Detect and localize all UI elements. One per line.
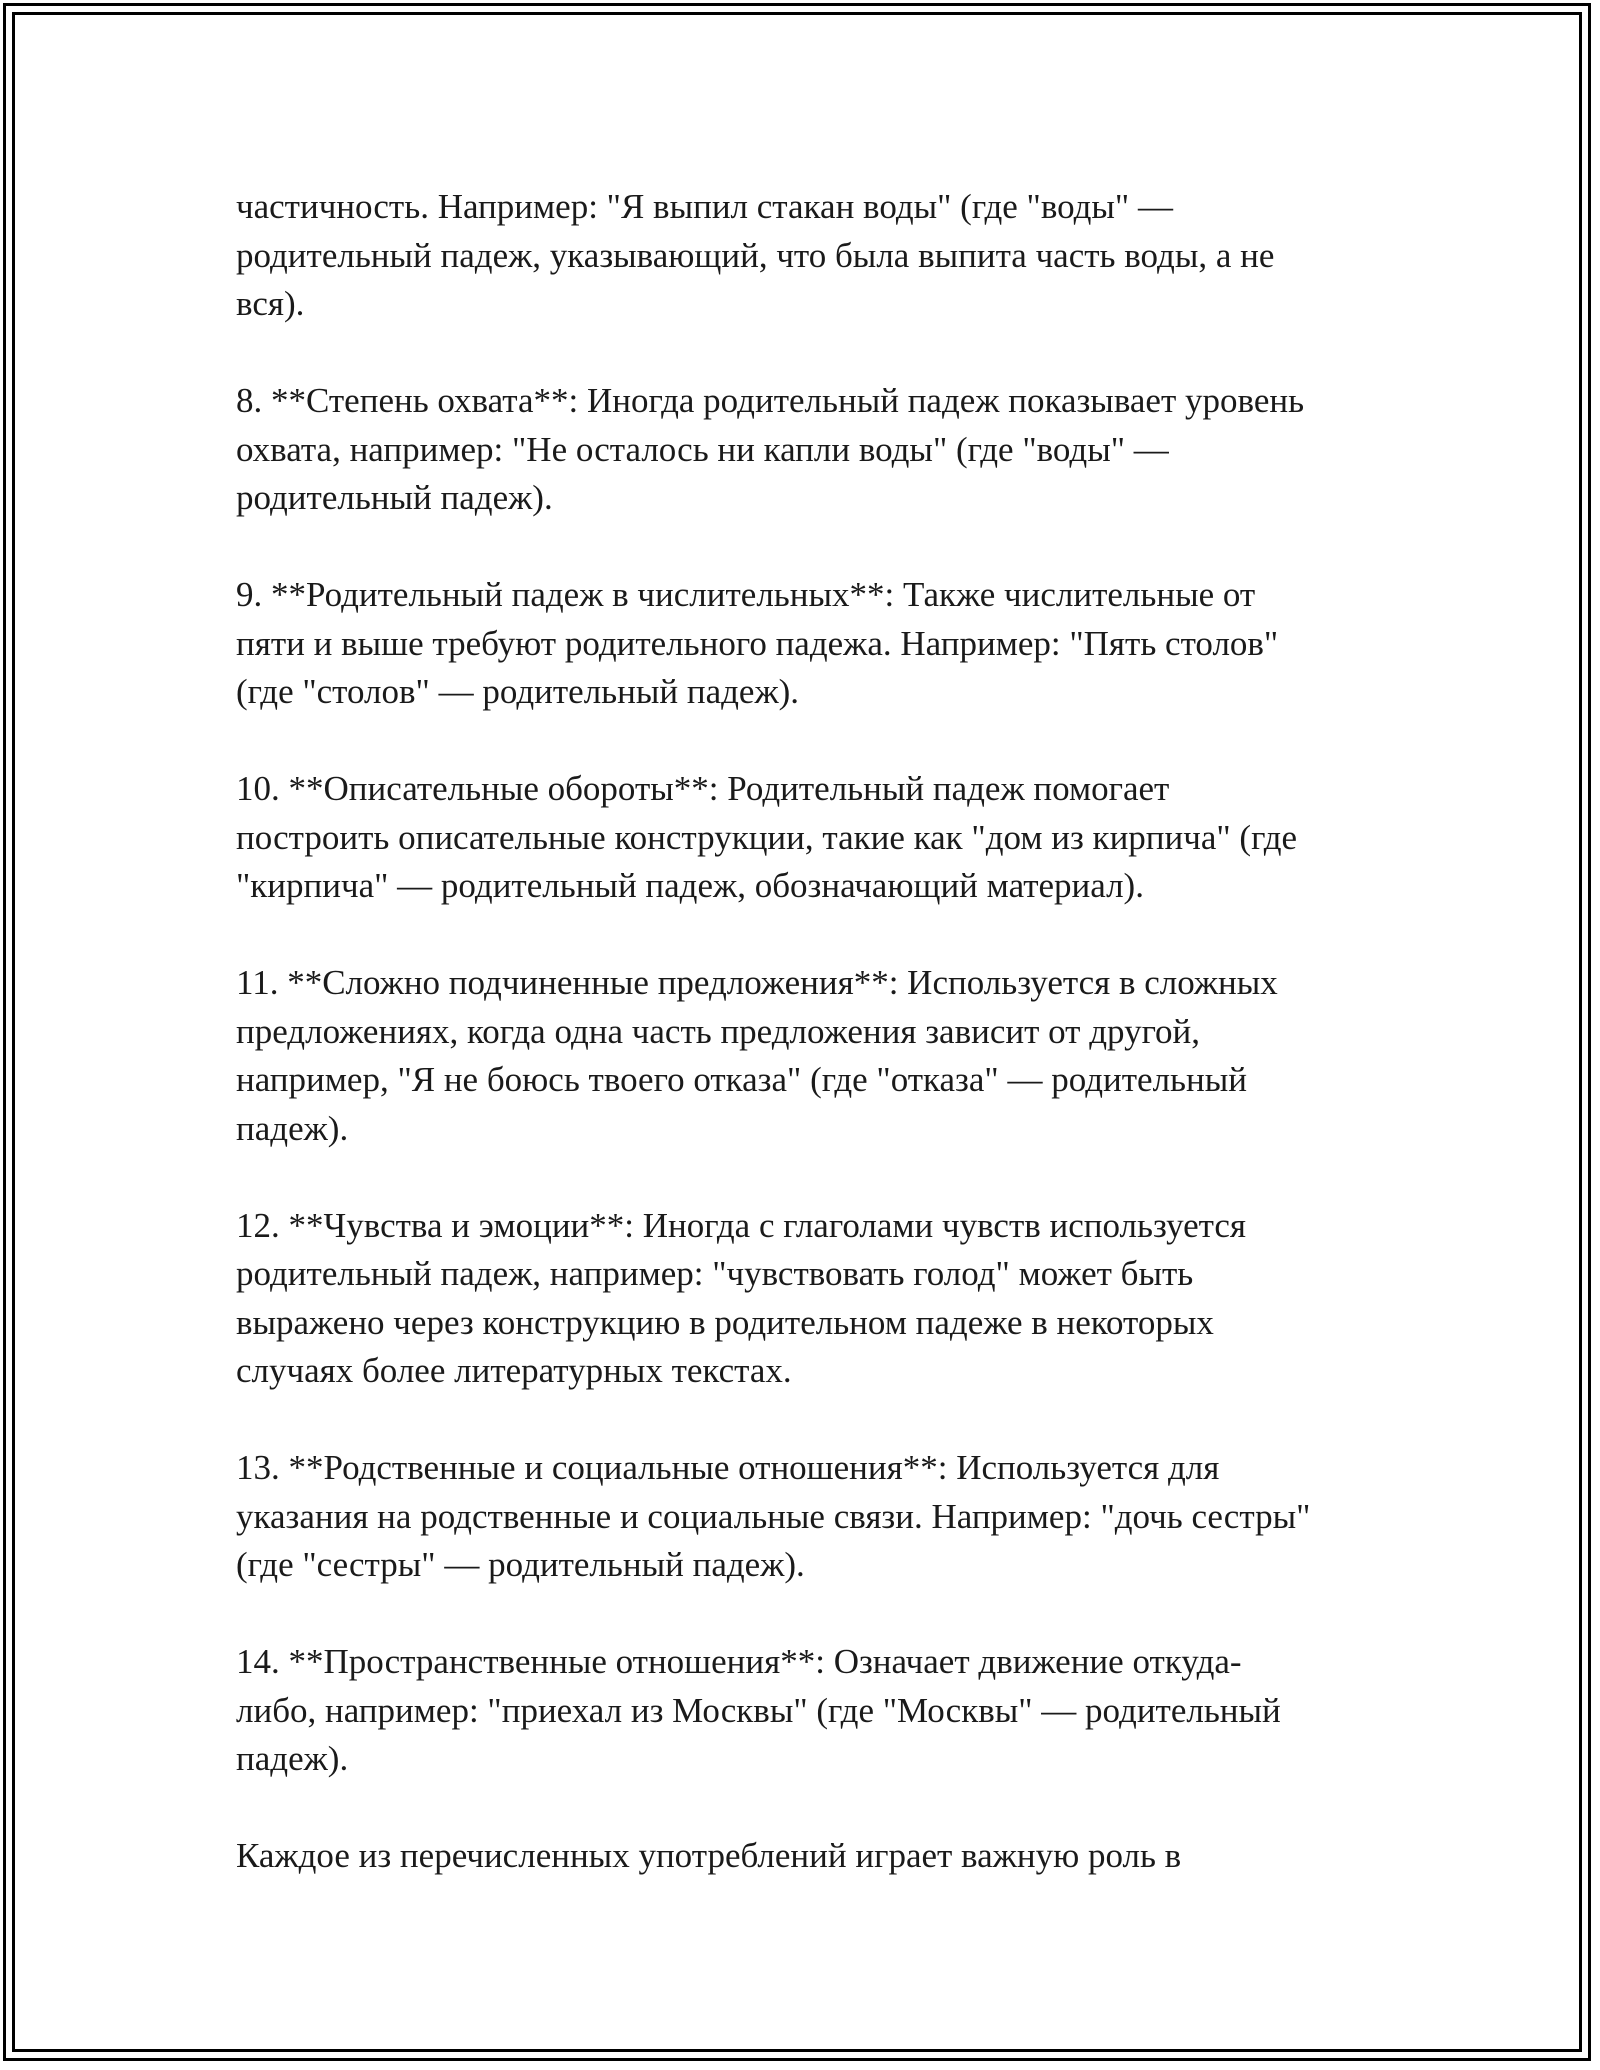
text-line: 10. **Описательные обороты**: Родительный падеж помогает [236, 769, 1170, 808]
list-item-14 [236, 1638, 1386, 1784]
list-item-8 [236, 377, 1386, 523]
text-line: (где "столов" — родительный падеж). [236, 672, 800, 711]
text-line: 13. **Родственные и социальные отношения**: Используется для [236, 1448, 1220, 1487]
text-line: родительный падеж, указывающий, что была выпита часть воды, а не [236, 235, 1275, 275]
text-line: например, "Я не боюсь твоего отказа" (где "отказа" — родительный [236, 1060, 1247, 1099]
text-line: Каждое из перечисленных употреблений играет важную роль в [236, 1836, 1182, 1875]
text-line: пяти и выше требуют родительного падежа. Например: "Пять столов" [236, 623, 1279, 663]
text-line: выражено через конструкцию в родительном падеже в некоторых [236, 1302, 1214, 1342]
text-line: падеж). [236, 1108, 349, 1148]
text-line: либо, например: "приехал из Москвы" (где "Москвы" — родительный [236, 1690, 1281, 1730]
text-line: случаях более литературных текстах. [236, 1351, 792, 1390]
text-line: 14. **Пространственные отношения**: Означает движение откуда- [236, 1642, 1242, 1681]
paragraph-continuation [236, 183, 1386, 329]
list-item-13 [236, 1444, 1386, 1590]
text-line: указания на родственные и социальные связи. Например: "дочь сестры" [236, 1496, 1311, 1536]
text-line: 9. **Родительный падеж в числительных**: Также числительные от [236, 575, 1256, 614]
text-line: 11. **Сложно подчиненные предложения**: Используется в сложных [236, 963, 1278, 1002]
list-item-9 [236, 571, 1386, 717]
text-line: частичность. Например: "Я выпил стакан воды" (где "воды" — [236, 187, 1173, 226]
text-line: падеж). [236, 1739, 349, 1778]
text-line: 12. **Чувства и эмоции**: Иногда с глаголами чувств используется [236, 1205, 1246, 1245]
list-item-11 [236, 959, 1386, 1153]
text-line: построить описательные конструкции, такие как "дом из кирпича" (где [236, 817, 1298, 857]
text-line: предложениях, когда одна часть предложения зависит от другой, [236, 1011, 1201, 1051]
text-line: вся). [236, 284, 305, 323]
paragraph-conclusion [236, 1832, 1386, 1881]
text-line: "кирпича" — родительный падеж, обозначающий материал). [236, 866, 1144, 905]
text-line: 8. **Степень охвата**: Иногда родительный падеж показывает уровень [236, 381, 1305, 420]
text-line: (где "сестры" — родительный падеж). [236, 1545, 805, 1584]
text-line: родительный падеж, например: "чувствовать голод" может быть [236, 1254, 1194, 1293]
text-line: родительный падеж). [236, 478, 553, 517]
document-body [236, 183, 1386, 1929]
list-item-10 [236, 765, 1386, 911]
text-line: охвата, например: "Не осталось ни капли воды" (где "воды" — [236, 429, 1169, 469]
list-item-12 [236, 1202, 1386, 1396]
